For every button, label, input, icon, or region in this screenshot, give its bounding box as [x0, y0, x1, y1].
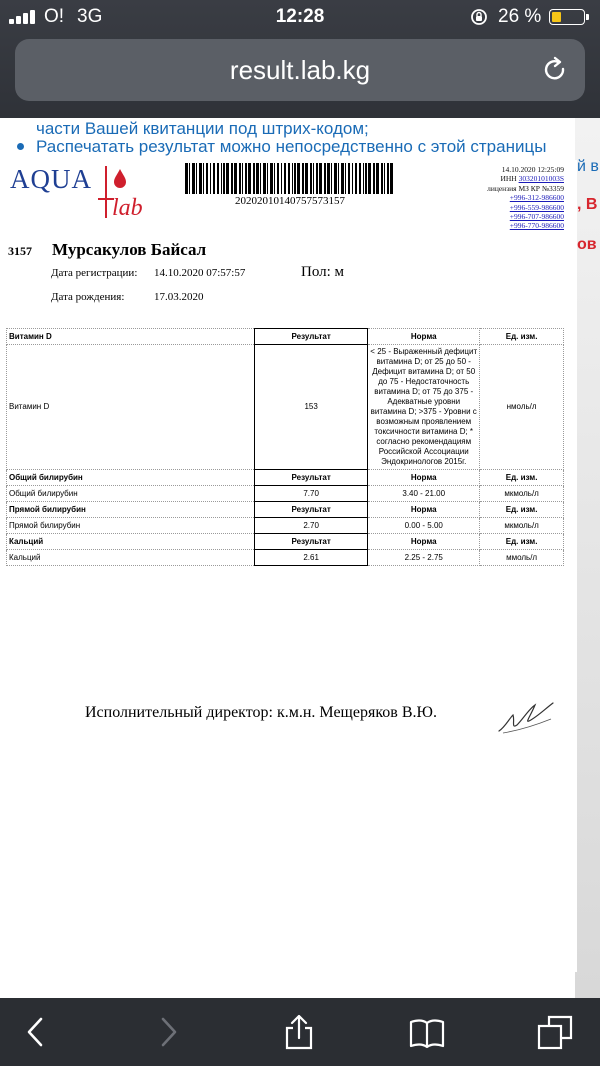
- table-row: [7, 518, 564, 534]
- result-header: Результат: [255, 329, 368, 345]
- address-bar[interactable]: [15, 39, 585, 101]
- barcode-number: 20202010140757573157: [235, 195, 345, 207]
- page-edge-text: ов: [577, 236, 597, 253]
- phone-link[interactable]: +996-559-986600: [509, 202, 564, 212]
- norm-header: Норма: [368, 470, 480, 486]
- test-result: 2.61: [255, 550, 368, 566]
- patient-sex: Пол: м: [301, 264, 345, 280]
- test-name: Прямой билирубин: [7, 518, 255, 534]
- signature-icon: [495, 697, 557, 737]
- orientation-lock-icon: [470, 8, 488, 26]
- registration-label: Дата регистрации:: [51, 267, 138, 279]
- tabs-icon[interactable]: [537, 1014, 573, 1050]
- test-name: Витамин D: [7, 345, 255, 470]
- result-header: Результат: [255, 502, 368, 518]
- result-header: Результат: [255, 470, 368, 486]
- license-text: лицензия МЗ КР №3359: [487, 183, 564, 193]
- browser-toolbar: [0, 998, 600, 1066]
- inn-value[interactable]: 30320101003S: [518, 174, 564, 184]
- page-instruction-text: части Вашей квитанции под штрих-кодом;: [36, 119, 369, 138]
- test-unit: мкмоль/л: [480, 486, 564, 502]
- section-title: Витамин D: [7, 329, 255, 345]
- patient-name: Мурсакулов Байсал: [52, 240, 207, 259]
- test-norm: 2.25 - 2.75: [368, 550, 480, 566]
- birth-date-label: Дата рождения:: [51, 291, 125, 303]
- section-header-row: [7, 329, 564, 345]
- result-header: Результат: [255, 534, 368, 550]
- unit-header: Ед. изм.: [480, 534, 564, 550]
- test-norm: 3.40 - 21.00: [368, 486, 480, 502]
- section-title: Прямой билирубин: [7, 502, 255, 518]
- print-datetime: 14.10.2020 12:25:09: [501, 165, 564, 174]
- table-row: [7, 486, 564, 502]
- director-signature-line: Исполнительный директор: к.м.н. Мещеряков В.Ю.: [85, 704, 437, 721]
- section-header-row: [7, 534, 564, 550]
- battery-icon: [549, 9, 585, 25]
- table-row: [7, 550, 564, 566]
- page-edge-text: й в: [577, 158, 599, 175]
- aqualab-logo-lab: lab: [112, 195, 143, 221]
- lab-header-info: [487, 165, 564, 231]
- test-norm: 0.00 - 5.00: [368, 518, 480, 534]
- inn-label: ИНН: [500, 174, 517, 184]
- test-norm: < 25 - Выраженный дефицит витамина D; от 25 до 50 - Дефицит витамина D; от 50 до 75 - Недостаточность витамина D; от 75 до 375 - Адекватные уровни витамина D; >375 - Уровни с возможным проявлением токсичности витамина D; * согласно рекомендациям Российской Ассоциации Эндокринологов 2015г.: [368, 345, 480, 470]
- bullet: [17, 143, 24, 150]
- page-edge-text: , В: [577, 196, 598, 213]
- forward-icon[interactable]: [150, 1014, 186, 1050]
- lab-result-document: [0, 160, 577, 972]
- norm-header: Норма: [368, 534, 480, 550]
- barcode: [185, 163, 395, 194]
- test-name: Общий билирубин: [7, 486, 255, 502]
- phone-link[interactable]: +996-770-986600: [509, 221, 564, 231]
- norm-header: Норма: [368, 329, 480, 345]
- test-result: 2.70: [255, 518, 368, 534]
- bookmarks-icon[interactable]: [409, 1014, 445, 1050]
- reload-icon[interactable]: [541, 56, 569, 84]
- url-text[interactable]: result.lab.kg: [229, 55, 371, 85]
- network-type: 3G: [77, 6, 103, 27]
- test-name: Кальций: [7, 550, 255, 566]
- test-result: 7.70: [255, 486, 368, 502]
- patient-id: 3157: [8, 244, 32, 258]
- section-header-row: [7, 502, 564, 518]
- norm-header: Норма: [368, 502, 480, 518]
- share-icon[interactable]: [281, 1014, 317, 1050]
- test-unit: мкмоль/л: [480, 518, 564, 534]
- back-icon[interactable]: [18, 1014, 54, 1050]
- status-time: 12:28: [275, 6, 325, 27]
- blood-drop-icon: [112, 168, 128, 190]
- results-table: [6, 328, 564, 566]
- unit-header: Ед. изм.: [480, 470, 564, 486]
- test-result: 153: [255, 345, 368, 470]
- status-bar: [0, 0, 600, 34]
- birth-date: 17.03.2020: [154, 291, 204, 303]
- test-unit: ммоль/л: [480, 550, 564, 566]
- browser-top-bar: [0, 0, 600, 118]
- aqualab-logo: AQUA: [10, 164, 92, 194]
- section-title: Кальций: [7, 534, 255, 550]
- unit-header: Ед. изм.: [480, 329, 564, 345]
- phone-link[interactable]: +996-707-986600: [509, 212, 564, 222]
- carrier-name: O!: [44, 6, 65, 27]
- phone-link[interactable]: +996-312-986600: [509, 193, 564, 203]
- page-instruction-text: Распечатать результат можно непосредственно с этой страницы: [36, 137, 547, 156]
- webpage: [0, 118, 600, 998]
- section-title: Общий билирубин: [7, 470, 255, 486]
- test-unit: нмоль/л: [480, 345, 564, 470]
- battery-percent: 26 %: [498, 6, 542, 27]
- table-row: [7, 345, 564, 470]
- registration-date: 14.10.2020 07:57:57: [154, 267, 246, 279]
- section-header-row: [7, 470, 564, 486]
- unit-header: Ед. изм.: [480, 502, 564, 518]
